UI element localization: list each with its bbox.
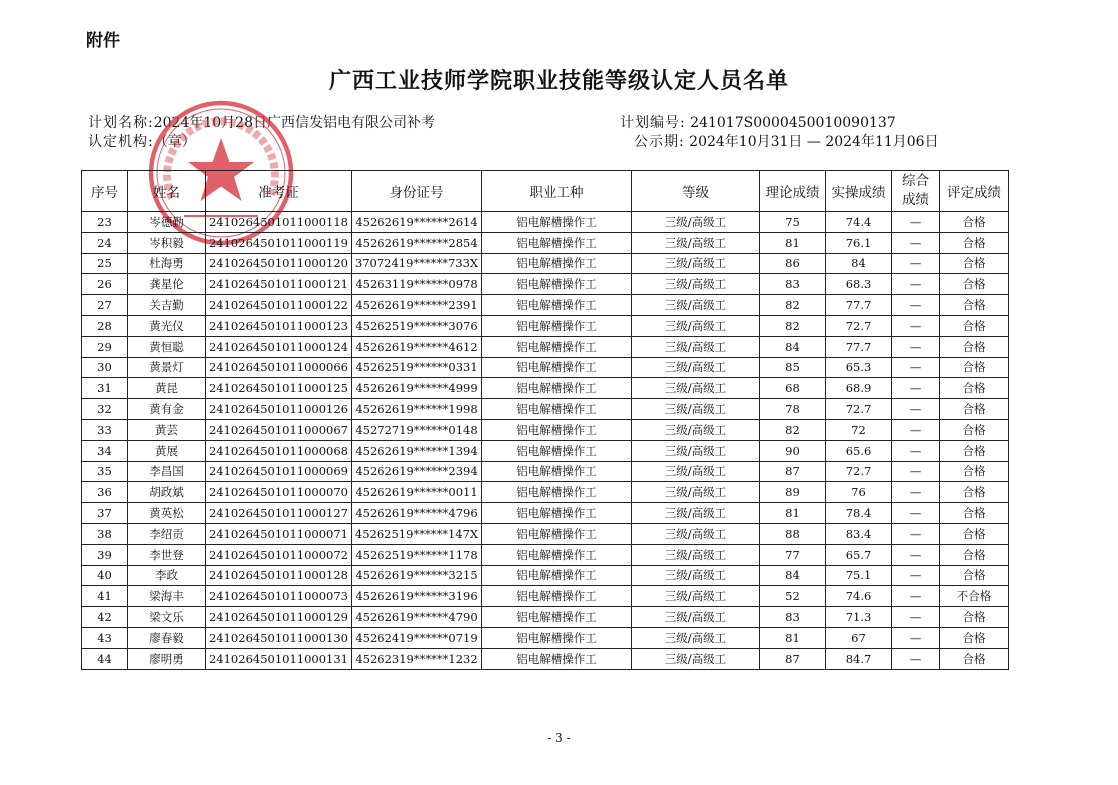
cell-overall: — xyxy=(892,565,940,586)
cell-grade: 三级/高级工 xyxy=(632,607,760,628)
roster-table xyxy=(81,170,1009,670)
cell-result: 合格 xyxy=(940,253,1009,274)
cell-id: 45262319******1232 xyxy=(352,648,482,669)
cell-no: 29 xyxy=(82,336,128,357)
cell-ticket: 2410264501011000120 xyxy=(206,253,352,274)
col-header-overall-line2: 成绩 xyxy=(902,192,929,208)
cell-ticket: 2410264501011000067 xyxy=(206,419,352,440)
cell-practice: 74.6 xyxy=(826,586,892,607)
cell-practice: 75.1 xyxy=(826,565,892,586)
cell-result: 合格 xyxy=(940,523,1009,544)
cell-job: 铝电解槽操作工 xyxy=(482,357,632,378)
cell-theory: 87 xyxy=(760,648,826,669)
cell-practice: 65.7 xyxy=(826,544,892,565)
cell-theory: 81 xyxy=(760,232,826,253)
publicity-period-line xyxy=(634,131,939,151)
cell-overall: — xyxy=(892,315,940,336)
table-row xyxy=(82,482,1009,503)
cell-ticket: 2410264501011000068 xyxy=(206,440,352,461)
cell-overall: — xyxy=(892,419,940,440)
cell-id: 45262519******1178 xyxy=(352,544,482,565)
cell-id: 45262619******1998 xyxy=(352,399,482,420)
plan-name-label: 计划名称: xyxy=(88,115,154,131)
cell-id: 45262619******2391 xyxy=(352,295,482,316)
cell-no: 37 xyxy=(82,503,128,524)
attachment-label: 附件 xyxy=(86,31,120,51)
cell-job: 铝电解槽操作工 xyxy=(482,607,632,628)
cell-no: 42 xyxy=(82,607,128,628)
cell-job: 铝电解槽操作工 xyxy=(482,315,632,336)
cell-overall: — xyxy=(892,378,940,399)
cell-job: 铝电解槽操作工 xyxy=(482,336,632,357)
cell-practice: 83.4 xyxy=(826,523,892,544)
table-row xyxy=(82,295,1009,316)
cell-job: 铝电解槽操作工 xyxy=(482,503,632,524)
cell-theory: 82 xyxy=(760,419,826,440)
cell-ticket: 2410264501011000131 xyxy=(206,648,352,669)
cell-ticket: 2410264501011000125 xyxy=(206,378,352,399)
col-header-job: 职业工种 xyxy=(482,171,632,212)
table-row xyxy=(82,544,1009,565)
cell-theory: 88 xyxy=(760,523,826,544)
cell-grade: 三级/高级工 xyxy=(632,274,760,295)
cell-overall: — xyxy=(892,503,940,524)
cell-job: 铝电解槽操作工 xyxy=(482,253,632,274)
cell-result: 合格 xyxy=(940,212,1009,233)
plan-number-value: 241017S0000450010090137 xyxy=(690,115,896,131)
col-header-id: 身份证号 xyxy=(352,171,482,212)
table-row xyxy=(82,419,1009,440)
cell-job: 铝电解槽操作工 xyxy=(482,627,632,648)
cell-name: 廖明勇 xyxy=(128,648,206,669)
table-row xyxy=(82,627,1009,648)
cell-overall: — xyxy=(892,232,940,253)
cell-practice: 77.7 xyxy=(826,336,892,357)
cell-id: 45262519******3076 xyxy=(352,315,482,336)
cell-theory: 81 xyxy=(760,503,826,524)
table-row xyxy=(82,440,1009,461)
cell-job: 铝电解槽操作工 xyxy=(482,232,632,253)
cell-job: 铝电解槽操作工 xyxy=(482,212,632,233)
cell-id: 45262519******147X xyxy=(352,523,482,544)
cell-job: 铝电解槽操作工 xyxy=(482,399,632,420)
cell-name: 黄芸 xyxy=(128,419,206,440)
cell-ticket: 2410264501011000130 xyxy=(206,627,352,648)
cell-id: 45262619******4612 xyxy=(352,336,482,357)
cell-theory: 75 xyxy=(760,212,826,233)
cell-id: 45272719******0148 xyxy=(352,419,482,440)
cell-name: 梁文乐 xyxy=(128,607,206,628)
cell-no: 23 xyxy=(82,212,128,233)
cell-name: 廖春毅 xyxy=(128,627,206,648)
cell-name: 黄光仪 xyxy=(128,315,206,336)
cell-result: 合格 xyxy=(940,627,1009,648)
cell-grade: 三级/高级工 xyxy=(632,336,760,357)
cell-job: 铝电解槽操作工 xyxy=(482,648,632,669)
table-row xyxy=(82,461,1009,482)
cell-id: 45262619******0011 xyxy=(352,482,482,503)
cell-grade: 三级/高级工 xyxy=(632,586,760,607)
cell-theory: 82 xyxy=(760,315,826,336)
cell-grade: 三级/高级工 xyxy=(632,461,760,482)
cell-theory: 85 xyxy=(760,357,826,378)
cell-id: 45262619******3215 xyxy=(352,565,482,586)
cell-ticket: 2410264501011000073 xyxy=(206,586,352,607)
cell-practice: 72.7 xyxy=(826,461,892,482)
cell-ticket: 2410264501011000072 xyxy=(206,544,352,565)
table-row xyxy=(82,565,1009,586)
publicity-period-value: 2024年10月31日 — 2024年11月06日 xyxy=(689,134,939,150)
cell-ticket: 2410264501011000070 xyxy=(206,482,352,503)
cell-theory: 68 xyxy=(760,378,826,399)
col-header-theory: 理论成绩 xyxy=(760,171,826,212)
table-row xyxy=(82,378,1009,399)
cell-no: 32 xyxy=(82,399,128,420)
table-header-row xyxy=(82,171,1009,212)
cell-no: 28 xyxy=(82,315,128,336)
cell-overall: — xyxy=(892,461,940,482)
cell-theory: 83 xyxy=(760,607,826,628)
cell-ticket: 2410264501011000069 xyxy=(206,461,352,482)
publicity-period-label: 公示期: xyxy=(634,134,685,150)
cell-practice: 72 xyxy=(826,419,892,440)
cell-grade: 三级/高级工 xyxy=(632,357,760,378)
table-row xyxy=(82,253,1009,274)
cell-practice: 65.3 xyxy=(826,357,892,378)
cell-grade: 三级/高级工 xyxy=(632,399,760,420)
cell-result: 合格 xyxy=(940,461,1009,482)
plan-number-line xyxy=(620,112,896,132)
cell-ticket: 2410264501011000128 xyxy=(206,565,352,586)
cell-id: 37072419******733X xyxy=(352,253,482,274)
roster-body xyxy=(82,212,1009,670)
cell-theory: 86 xyxy=(760,253,826,274)
cell-practice: 67 xyxy=(826,627,892,648)
cell-id: 45263119******0978 xyxy=(352,274,482,295)
cell-theory: 84 xyxy=(760,565,826,586)
cell-ticket: 2410264501011000071 xyxy=(206,523,352,544)
cell-name: 龚星伦 xyxy=(128,274,206,295)
cell-name: 黄昆 xyxy=(128,378,206,399)
cell-practice: 74.4 xyxy=(826,212,892,233)
table-row xyxy=(82,503,1009,524)
table-row xyxy=(82,212,1009,233)
cell-ticket: 2410264501011000118 xyxy=(206,212,352,233)
cell-overall: — xyxy=(892,440,940,461)
cell-no: 31 xyxy=(82,378,128,399)
cell-no: 39 xyxy=(82,544,128,565)
cell-practice: 76 xyxy=(826,482,892,503)
cell-ticket: 2410264501011000066 xyxy=(206,357,352,378)
col-header-overall-line1: 综合 xyxy=(902,173,929,189)
cell-name: 黄景灯 xyxy=(128,357,206,378)
cell-ticket: 2410264501011000119 xyxy=(206,232,352,253)
cell-name: 杜海勇 xyxy=(128,253,206,274)
table-row xyxy=(82,607,1009,628)
cell-grade: 三级/高级工 xyxy=(632,440,760,461)
document-title: 广西工业技师学院职业技能等级认定人员名单 xyxy=(328,69,789,94)
col-header-no: 序号 xyxy=(82,171,128,212)
cell-practice: 68.3 xyxy=(826,274,892,295)
table-row xyxy=(82,399,1009,420)
cell-name: 李世登 xyxy=(128,544,206,565)
cell-theory: 78 xyxy=(760,399,826,420)
cell-result: 合格 xyxy=(940,295,1009,316)
cell-result: 合格 xyxy=(940,565,1009,586)
cell-job: 铝电解槽操作工 xyxy=(482,482,632,503)
col-header-overall xyxy=(892,171,940,212)
cell-id: 45262619******4790 xyxy=(352,607,482,628)
cell-name: 关吉勤 xyxy=(128,295,206,316)
cell-result: 不合格 xyxy=(940,586,1009,607)
cell-overall: — xyxy=(892,212,940,233)
cell-overall: — xyxy=(892,357,940,378)
cell-id: 45262619******2394 xyxy=(352,461,482,482)
cell-job: 铝电解槽操作工 xyxy=(482,419,632,440)
table-row xyxy=(82,357,1009,378)
cell-theory: 77 xyxy=(760,544,826,565)
cell-theory: 82 xyxy=(760,295,826,316)
cell-overall: — xyxy=(892,648,940,669)
cell-result: 合格 xyxy=(940,607,1009,628)
cell-grade: 三级/高级工 xyxy=(632,565,760,586)
cell-grade: 三级/高级工 xyxy=(632,544,760,565)
cell-ticket: 2410264501011000126 xyxy=(206,399,352,420)
cell-name: 胡政斌 xyxy=(128,482,206,503)
cell-name: 黄展 xyxy=(128,440,206,461)
cell-overall: — xyxy=(892,607,940,628)
cell-no: 27 xyxy=(82,295,128,316)
cell-theory: 87 xyxy=(760,461,826,482)
cell-id: 45262519******0331 xyxy=(352,357,482,378)
cell-grade: 三级/高级工 xyxy=(632,419,760,440)
cell-name: 李昌国 xyxy=(128,461,206,482)
table-row xyxy=(82,315,1009,336)
cell-theory: 83 xyxy=(760,274,826,295)
cell-no: 36 xyxy=(82,482,128,503)
cell-overall: — xyxy=(892,399,940,420)
cell-result: 合格 xyxy=(940,482,1009,503)
cell-theory: 89 xyxy=(760,482,826,503)
cell-grade: 三级/高级工 xyxy=(632,253,760,274)
cell-job: 铝电解槽操作工 xyxy=(482,274,632,295)
cell-no: 25 xyxy=(82,253,128,274)
cell-no: 40 xyxy=(82,565,128,586)
cell-name: 黄恒聪 xyxy=(128,336,206,357)
cell-grade: 三级/高级工 xyxy=(632,503,760,524)
cell-overall: — xyxy=(892,482,940,503)
col-header-ticket: 准考证 xyxy=(206,171,352,212)
cell-ticket: 2410264501011000129 xyxy=(206,607,352,628)
cell-result: 合格 xyxy=(940,357,1009,378)
cell-name: 岑积毅 xyxy=(128,232,206,253)
cell-practice: 72.7 xyxy=(826,399,892,420)
col-header-name: 姓名 xyxy=(128,171,206,212)
cell-overall: — xyxy=(892,523,940,544)
plan-number-label: 计划编号: xyxy=(620,115,686,131)
col-header-grade: 等级 xyxy=(632,171,760,212)
cell-theory: 84 xyxy=(760,336,826,357)
cell-id: 45262619******4796 xyxy=(352,503,482,524)
cell-grade: 三级/高级工 xyxy=(632,648,760,669)
cell-job: 铝电解槽操作工 xyxy=(482,544,632,565)
table-row xyxy=(82,523,1009,544)
col-header-practice: 实操成绩 xyxy=(826,171,892,212)
cell-overall: — xyxy=(892,274,940,295)
cell-no: 30 xyxy=(82,357,128,378)
cell-grade: 三级/高级工 xyxy=(632,315,760,336)
cell-name: 梁海丰 xyxy=(128,586,206,607)
cell-overall: — xyxy=(892,544,940,565)
plan-name-value: 2024年10月28日广西信发铝电有限公司补考 xyxy=(153,115,435,131)
col-header-result: 评定成绩 xyxy=(940,171,1009,212)
cell-result: 合格 xyxy=(940,503,1009,524)
cell-practice: 65.6 xyxy=(826,440,892,461)
cell-id: 45262619******2854 xyxy=(352,232,482,253)
cell-result: 合格 xyxy=(940,544,1009,565)
cell-result: 合格 xyxy=(940,378,1009,399)
cell-id: 45262619******3196 xyxy=(352,586,482,607)
cell-no: 44 xyxy=(82,648,128,669)
cell-no: 43 xyxy=(82,627,128,648)
cell-practice: 77.7 xyxy=(826,295,892,316)
cell-job: 铝电解槽操作工 xyxy=(482,565,632,586)
cell-no: 41 xyxy=(82,586,128,607)
cell-grade: 三级/高级工 xyxy=(632,523,760,544)
cell-id: 45262619******1394 xyxy=(352,440,482,461)
cell-ticket: 2410264501011000122 xyxy=(206,295,352,316)
cell-name: 岑德勤 xyxy=(128,212,206,233)
cell-result: 合格 xyxy=(940,315,1009,336)
cell-id: 45262419******0719 xyxy=(352,627,482,648)
cell-grade: 三级/高级工 xyxy=(632,378,760,399)
org-label: 认定机构: xyxy=(88,134,154,150)
cell-grade: 三级/高级工 xyxy=(632,627,760,648)
cell-result: 合格 xyxy=(940,440,1009,461)
org-value: （章） xyxy=(153,134,196,150)
cell-ticket: 2410264501011000123 xyxy=(206,315,352,336)
cell-name: 黄英松 xyxy=(128,503,206,524)
page-number: - 3 - xyxy=(547,731,571,745)
cell-result: 合格 xyxy=(940,336,1009,357)
cell-practice: 84.7 xyxy=(826,648,892,669)
cell-job: 铝电解槽操作工 xyxy=(482,586,632,607)
cell-no: 38 xyxy=(82,523,128,544)
cell-result: 合格 xyxy=(940,419,1009,440)
cell-grade: 三级/高级工 xyxy=(632,482,760,503)
table-row xyxy=(82,648,1009,669)
cell-overall: — xyxy=(892,336,940,357)
table-row xyxy=(82,336,1009,357)
cell-result: 合格 xyxy=(940,232,1009,253)
cell-job: 铝电解槽操作工 xyxy=(482,523,632,544)
cell-grade: 三级/高级工 xyxy=(632,295,760,316)
cell-grade: 三级/高级工 xyxy=(632,212,760,233)
cell-overall: — xyxy=(892,627,940,648)
cell-grade: 三级/高级工 xyxy=(632,232,760,253)
cell-job: 铝电解槽操作工 xyxy=(482,440,632,461)
cell-no: 24 xyxy=(82,232,128,253)
cell-job: 铝电解槽操作工 xyxy=(482,378,632,399)
cell-job: 铝电解槽操作工 xyxy=(482,295,632,316)
cell-practice: 84 xyxy=(826,253,892,274)
cell-theory: 52 xyxy=(760,586,826,607)
cell-theory: 81 xyxy=(760,627,826,648)
cell-no: 34 xyxy=(82,440,128,461)
cell-no: 35 xyxy=(82,461,128,482)
cell-practice: 72.7 xyxy=(826,315,892,336)
cell-ticket: 2410264501011000121 xyxy=(206,274,352,295)
cell-result: 合格 xyxy=(940,648,1009,669)
cell-theory: 90 xyxy=(760,440,826,461)
cell-no: 33 xyxy=(82,419,128,440)
cell-name: 李政 xyxy=(128,565,206,586)
cell-ticket: 2410264501011000127 xyxy=(206,503,352,524)
cell-job: 铝电解槽操作工 xyxy=(482,461,632,482)
cell-id: 45262619******4999 xyxy=(352,378,482,399)
cell-no: 26 xyxy=(82,274,128,295)
table-row xyxy=(82,232,1009,253)
table-row xyxy=(82,586,1009,607)
cell-practice: 76.1 xyxy=(826,232,892,253)
cell-practice: 71.3 xyxy=(826,607,892,628)
cell-result: 合格 xyxy=(940,399,1009,420)
cell-id: 45262619******2614 xyxy=(352,212,482,233)
cell-name: 黄有金 xyxy=(128,399,206,420)
cell-result: 合格 xyxy=(940,274,1009,295)
cell-overall: — xyxy=(892,586,940,607)
cell-ticket: 2410264501011000124 xyxy=(206,336,352,357)
cell-name: 李绍贡 xyxy=(128,523,206,544)
cell-practice: 68.9 xyxy=(826,378,892,399)
table-row xyxy=(82,274,1009,295)
cell-overall: — xyxy=(892,253,940,274)
cell-overall: — xyxy=(892,295,940,316)
cell-practice: 78.4 xyxy=(826,503,892,524)
